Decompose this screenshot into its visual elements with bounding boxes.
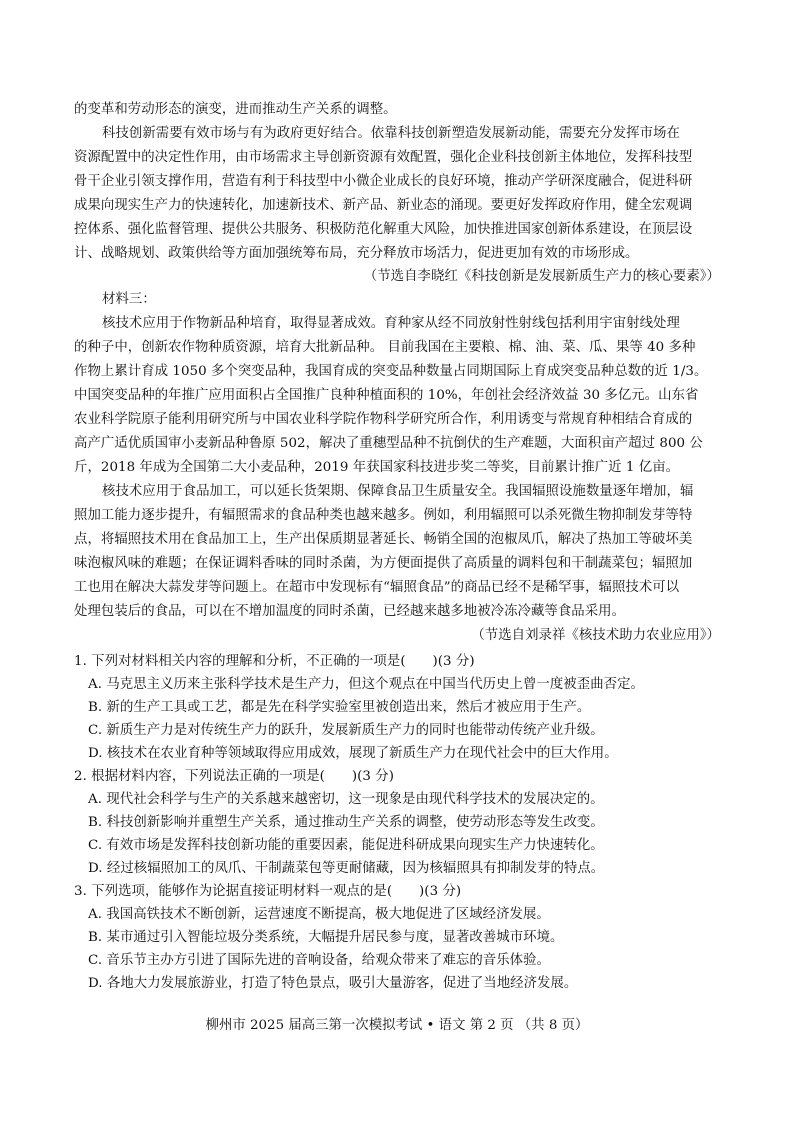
passage-line: 的种子中，创新农作物种质资源，培育大批新品种。 目前我国在主要粮、棉、油、菜、瓜、果等 40 多种 (74, 340, 696, 355)
material-heading: 材料三： (102, 292, 156, 307)
passage-line: 成果向现实生产力的快速转化，加速新技术、新产品、新业态的涌现。要更好发挥政府作用，健全宏观调 (74, 198, 693, 213)
passage-line: 高产广适优质国审小麦新品种鲁原 502，解决了重穗型品种不抗倒伏的生产难题，大面积亩产超过 800 公 (74, 436, 703, 451)
option-a: A. 我国高铁技术不断创新，运营速度不断提高，极大地促进了区域经济发展。 (88, 907, 550, 922)
source-citation: （节选自李晓红《科技创新是发展新质生产力的核心要素》） (363, 269, 720, 284)
option-b: B. 某市通过引入智能垃圾分类系统，大幅提升居民参与度，显著改善城市环境。 (88, 930, 564, 945)
option-d: D. 经过核辐照加工的凤爪、干制蔬菜包等更耐储藏，因为核辐照具有抑制发芽的特点。 (88, 861, 605, 876)
passage-line: 控体系、强化监督管理、提供公共服务、积极防范化解重大风险，加快推进国家创新体系建设，在顶层设 (74, 222, 693, 237)
passage-line: 农业科学院原子能利用研究所与中国农业科学院作物科学研究所合作，利用诱变与常规育种相结合育成的 (74, 412, 693, 427)
passage-line: 骨干企业引领支撑作用，营造有利于科技型中小微企业成长的良好环境，推动产学研深度融合，促进科研 (74, 174, 693, 189)
passage-line: 处理包装后的食品，可以在不增加温度的同时杀菌，已经越来越多地被冷冻冷藏等食品采用。 (74, 604, 626, 619)
option-a: A. 马克思主义历来主张科学技术是生产力，但这个观点在中国当代历史上曾一度被歪曲否定。 (88, 677, 644, 692)
passage-paragraph-start: 科技创新需要有效市场与有为政府更好结合。依靠科技创新塑造发展新动能，需要充分发挥市场在 (102, 126, 680, 141)
option-b: B. 新的生产工具或工艺，都是先在科学实验室里被创造出来，然后才被应用于生产。 (88, 700, 591, 715)
option-c: C. 音乐节主办方引进了国际先进的音响设备，给观众带来了难忘的音乐体验。 (88, 953, 550, 968)
passage-paragraph-start: 核技术应用于食品加工，可以延长货架期、保障食品卫生质量安全。我国辐照设施数量逐年增加，辐 (102, 484, 694, 499)
option-c: C. 新质生产力是对传统生产力的跃升，发展新质生产力的同时也能带动传统产业升级。 (88, 723, 604, 738)
passage-line: 资源配置中的决定性作用，由市场需求主导创新资源有效配置，强化企业科技创新主体地位，发挥科技型 (74, 150, 693, 165)
passage-line: 中国突变品种的年推广应用面积占全国推广良种种植面积的 10%，年创社会经济效益 30 多亿元。山东省 (74, 388, 699, 403)
passage-line: 计、战略规划、政策供给等方面加强统筹布局，充分释放市场活力，促进更加有效的市场形成。 (74, 246, 639, 261)
option-c: C. 有效市场是发挥科技创新功能的重要因素，能促进科研成果向现实生产力快速转化。 (88, 838, 604, 853)
option-d: D. 核技术在农业育种等领域取得应用成效，展现了新质生产力在现代社会中的巨大作用。 (88, 746, 618, 761)
passage-line: 工也用在解决大蒜发芽等问题上。在超市中发现标有“辐照食品”的商品已经不是稀罕事，辐照技术可以 (74, 580, 680, 595)
passage-line: 味泡椒风味的难题；在保证调料香味的同时杀菌，为方便面提供了高质量的调料包和干制蔬菜包；辐照加 (74, 556, 693, 571)
passage-line: 照加工能力逐步提升，有辐照需求的食品种类也越来越多。例如，利用辐照可以杀死微生物抑制发芽等特 (74, 508, 693, 523)
passage-line: 斤，2018 年成为全国第二大小麦品种，2019 年获国家科技进步奖二等奖，目前累计推广近 1 亿亩。 (74, 460, 680, 475)
option-a: A. 现代社会科学与生产的关系越来越密切，这一现象是由现代科学技术的发展决定的。 (88, 792, 604, 807)
source-citation: （节选自刘录祥《核技术助力农业应用》） (471, 628, 720, 643)
question-stem: 2. 根据材料内容，下列说法正确的一项是( )(3 分) (74, 769, 394, 784)
passage-paragraph-start: 核技术应用于作物新品种培育，取得显著成效。育种家从经不同放射性射线包括利用宇宙射线处理 (102, 316, 680, 331)
question-stem: 3. 下列选项，能够作为论据直接证明材料一观点的是( )(3 分) (74, 884, 462, 899)
passage-line: 点，将辐照技术用在食品加工上，生产出保质期显著延长、畅销全国的泡椒凤爪，解决了热加工等破坏美 (74, 532, 693, 547)
question-stem: 1. 下列对材料相关内容的理解和分析，不正确的一项是( )(3 分) (74, 654, 475, 669)
passage-line: 作物上累计育成 1050 多个突变品种，我国育成的突变品种数量占同期国际上育成突变品种总数的近 1/3。 (74, 364, 708, 379)
option-d: D. 各地大力发展旅游业，打造了特色景点，吸引大量游客，促进了当地经济发展。 (88, 976, 578, 991)
page-footer: 柳州市 2025 届高三第一次模拟考试 • 语文 第 2 页 （共 8 页） (205, 1018, 589, 1033)
option-b: B. 科技创新影响并重塑生产关系，通过推动生产关系的调整，使劳动形态等发生改变。 (88, 815, 604, 830)
passage-line: 的变革和劳动形态的演变，进而推动生产关系的调整。 (74, 102, 397, 117)
